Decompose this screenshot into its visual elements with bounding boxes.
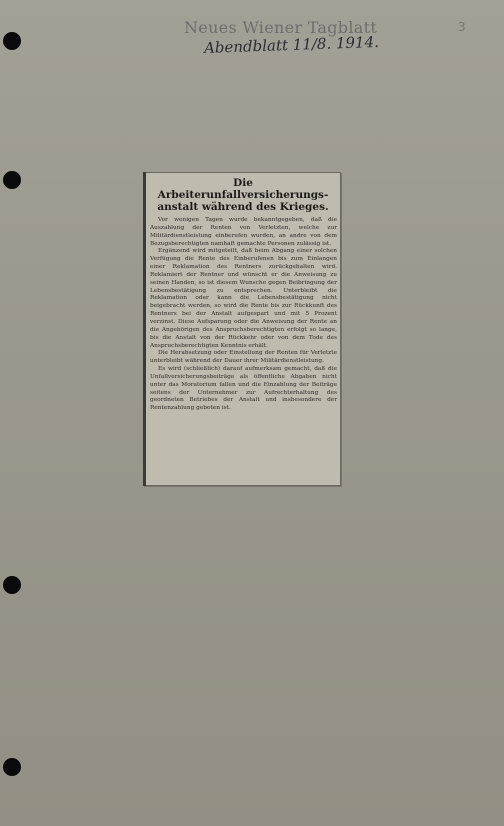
article-paragraph: Vor wenigen Tagen wurde bekanntgegeben, daß die Auszahlung der Renten von Verletzten, welche zur Militärdienstleistung einberufen wurden, an andre von dem Bezugsberechtigten namhaft gemachte Personen zulässig ist. xyxy=(150,217,337,247)
newspaper-stamp: Neues Wiener Tagblatt xyxy=(184,18,378,37)
article-paragraph: Es wird (schließlich) darauf aufmerksam gemacht, daß die Unfallversicherungsbeiträge als öffentliche Abgaben nicht unter das Moratorium fallen und die Einzahlung der Beiträge seitens der Unternehmer zur Aufrechterhaltung des geordneten Betriebes der Anstalt und insbesondere der Rentenzahlung geboten ist. xyxy=(150,366,337,412)
punch-hole xyxy=(3,32,21,50)
punch-hole xyxy=(3,576,21,594)
handwritten-date: Abendblatt 11/8. 1914. xyxy=(203,32,380,57)
article-paragraph: Ergänzend wird mitgeteilt, daß beim Abgang einer solchen Verfügung die Rente des Einberufenen bis zum Einlangen einer Reklamation des Rentners zurückgehalten wird. Reklamiert der Rentner und wünscht er die Anweisung zu seinen Handen, so ist diesem Wunsche gegen Beibringung der Lebensbestätigung zu entsprechen. Unterbleibt die Reklamation oder kann die Lebensbestätigung nicht beigebracht werden, so wird die Rente bis zur Rückkunft des Rentners bei der Anstalt aufgespart und mit 5 Prozent verzinst. Diese Aufsparung oder die Anweisung der Rente an die Angehörigen des Anspruchsberechtigten erfolgt so lange, bis die Anstalt von der Rückkehr oder von dem Tode des Anspruchsberechtigten Kenntnis erhält. xyxy=(150,248,337,349)
article-body xyxy=(150,217,337,413)
article-title-line: anstalt während des Krieges. xyxy=(157,201,329,213)
punch-hole xyxy=(3,758,21,776)
article-title xyxy=(150,177,336,213)
clipping-edge xyxy=(143,172,146,486)
article-title-line: Die Arbeiterunfallversicherungs- xyxy=(157,177,329,201)
page-number: 3 xyxy=(458,20,466,34)
newspaper-clipping xyxy=(143,172,341,486)
punch-hole xyxy=(3,171,21,189)
article-paragraph: Die Herabsetzung oder Einstellung der Renten für Verletzte unterbleibt während der Dauer ihrer Militärdienstleistung. xyxy=(150,350,337,365)
